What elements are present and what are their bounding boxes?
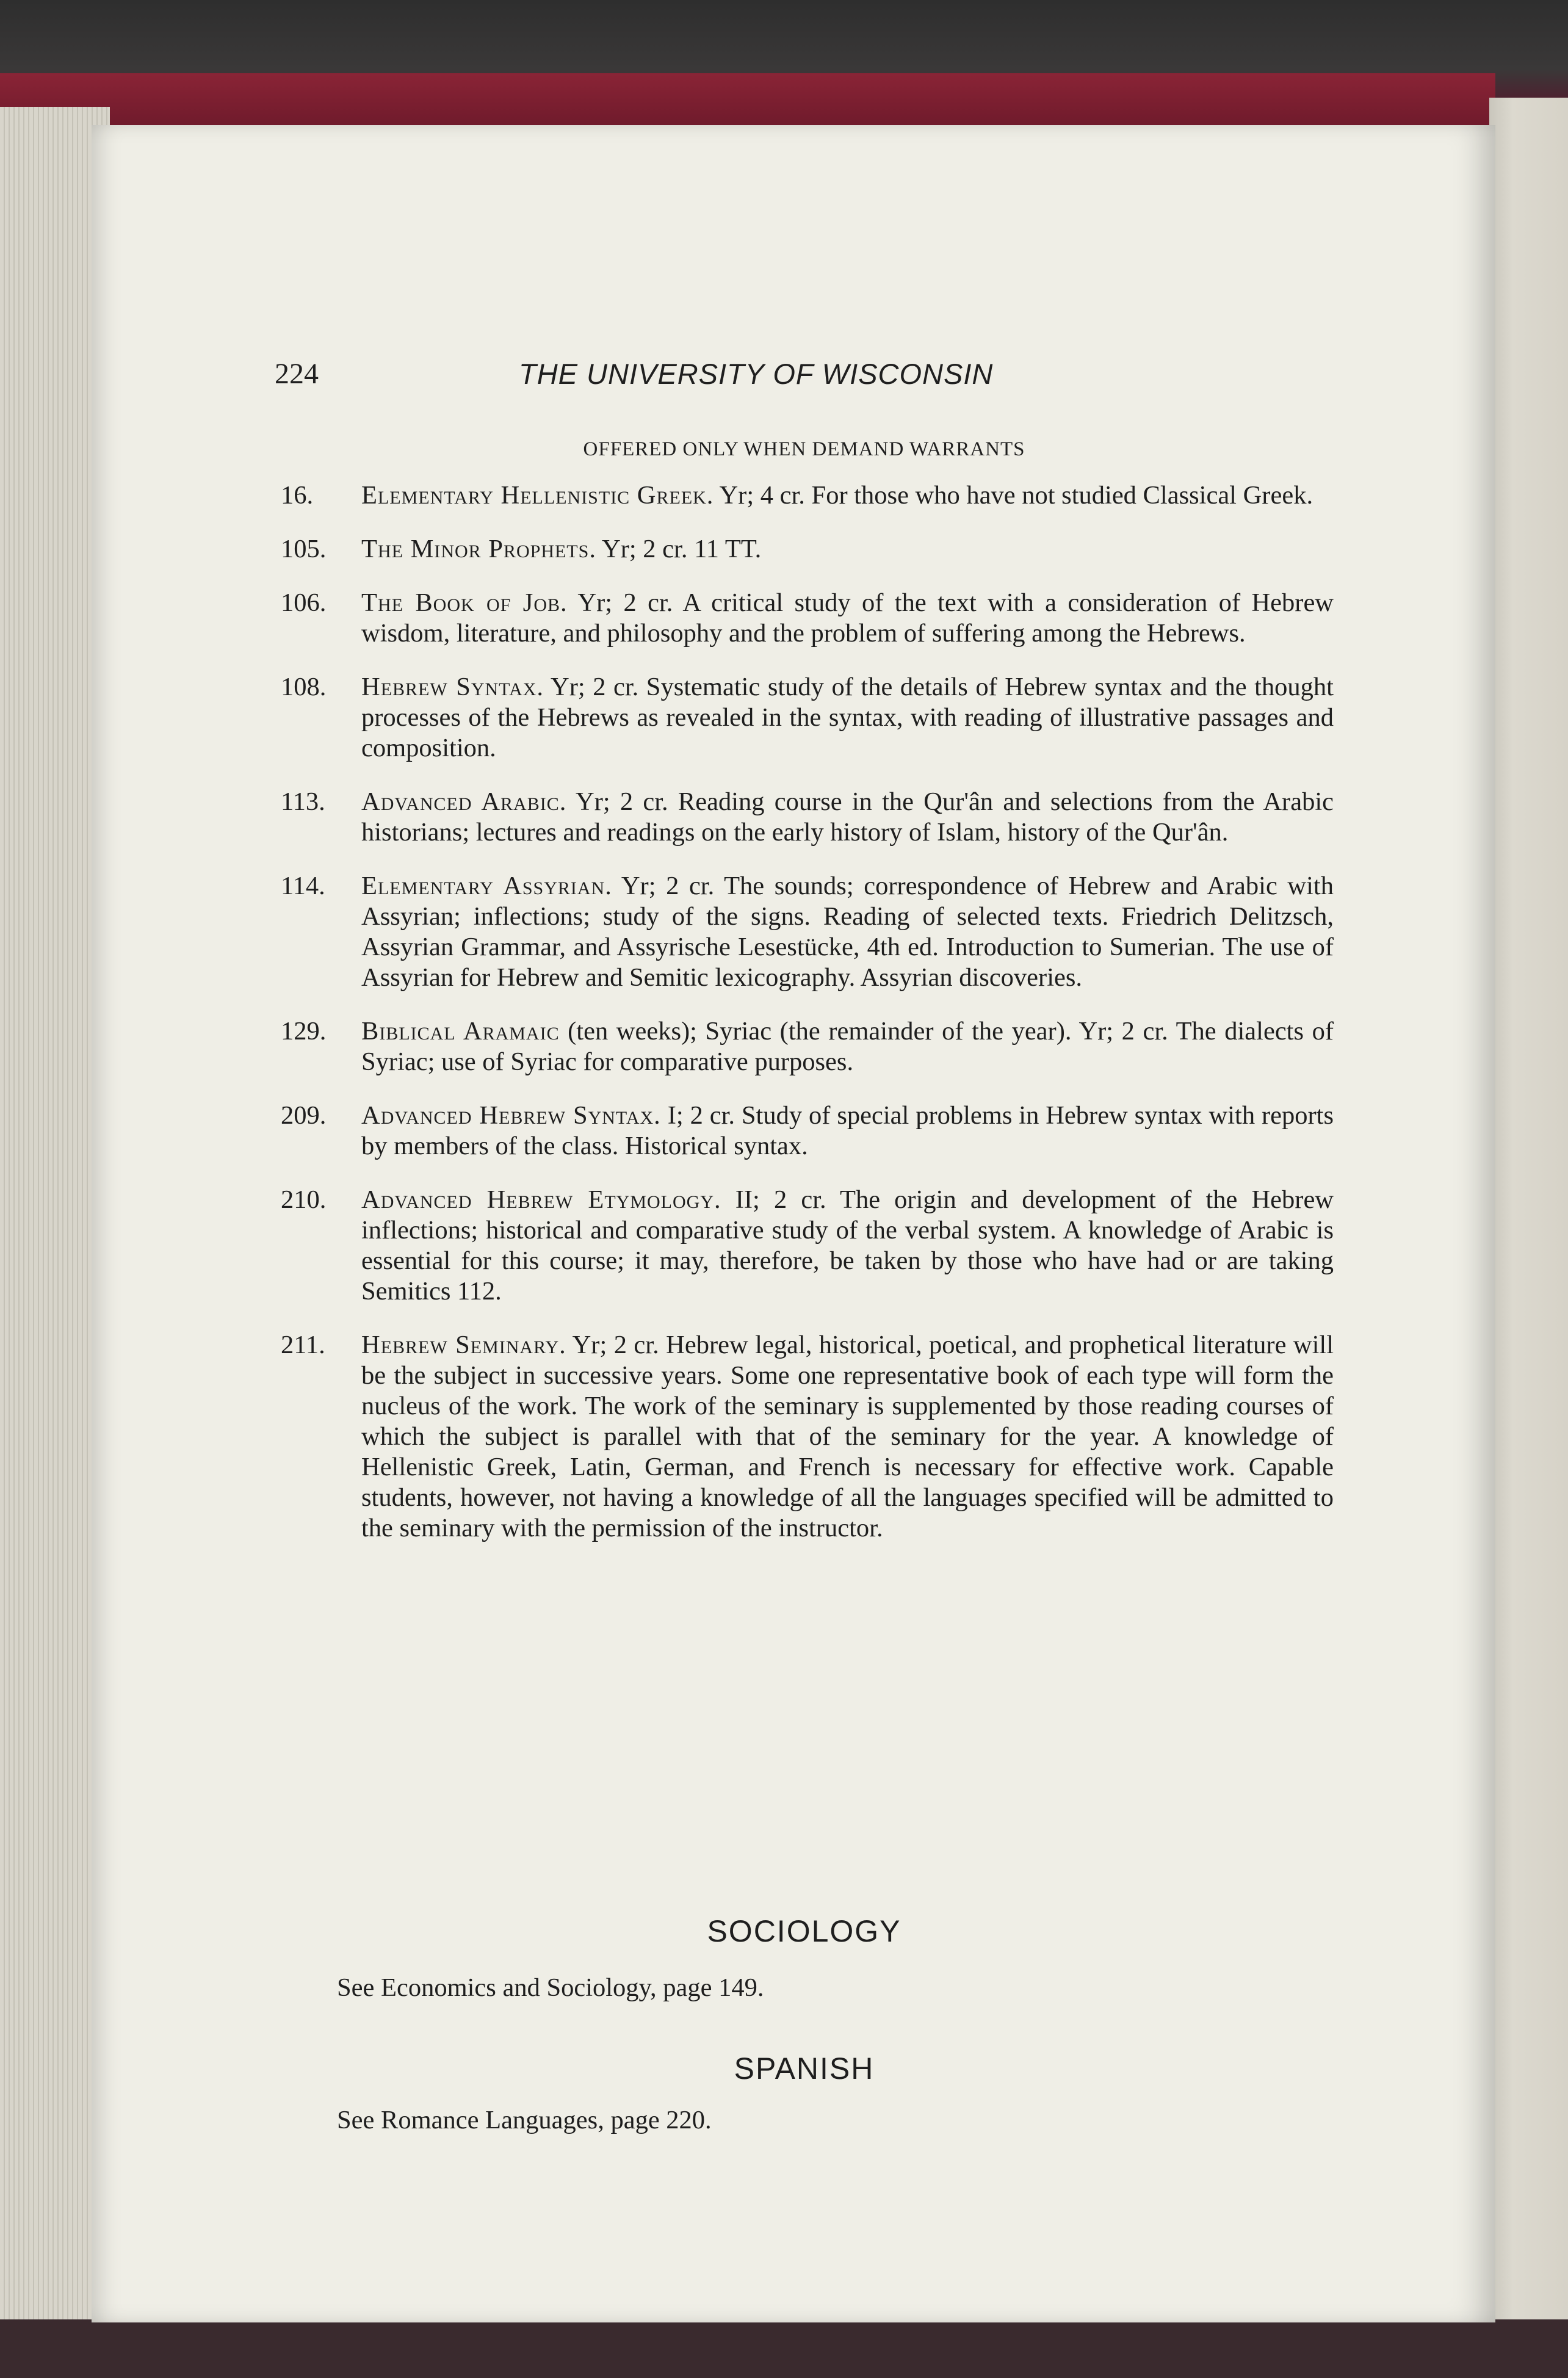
course-entry <box>275 1185 1334 1307</box>
page-header <box>275 357 1334 400</box>
course-number: 129. <box>281 1017 327 1046</box>
course-description: Yr; 2 cr. Reading course in the Qur'ân and selections from the Arabic historians; lectures and readings on the early history of Islam, history of the Qur'ân. <box>361 787 1334 847</box>
course-number: 211. <box>281 1331 325 1359</box>
section-title-sociology: SOCIOLOGY <box>707 1914 901 1948</box>
course-entry <box>275 534 1334 565</box>
cross-reference-spanish: See Romance Languages, page 220. <box>337 2106 712 2134</box>
course-entry <box>275 672 1334 764</box>
course-description: Yr; 2 cr. The sounds; correspondence of Hebrew and Arabic with Assyrian; inflections; study of the signs. Reading of selected texts. Friedrich Delitzsch, Assyrian Grammar, and Assyrische Lesestücke, 4th ed. Introduction to Sumerian. The use of Assyrian for Hebrew and Semitic lexicography. Assyrian discoveries. <box>361 872 1334 992</box>
course-number: 105. <box>281 535 327 563</box>
course-title: Hebrew Seminary. <box>361 1331 566 1359</box>
course-number: 108. <box>281 673 327 701</box>
course-entry <box>275 588 1334 649</box>
facing-page-edge <box>1489 98 1568 2378</box>
course-number: 106. <box>281 588 327 617</box>
course-description: (ten weeks); Syriac (the remainder of the year). Yr; 2 cr. The dialects of Syriac; use of Syriac for comparative purposes. <box>361 1017 1334 1076</box>
course-number: 16. <box>281 481 314 510</box>
course-title: Advanced Hebrew Etymology. <box>361 1185 721 1214</box>
course-title: Elementary Hellenistic Greek. <box>361 481 714 510</box>
course-description: Yr; 2 cr. A critical study of the text with a consideration of Hebrew wisdom, literature, and philosophy and the problem of suffering among the Hebrews. <box>361 588 1334 648</box>
section-title-spanish: SPANISH <box>734 2051 875 2086</box>
course-number: 114. <box>281 872 325 900</box>
course-title: Hebrew Syntax. <box>361 673 544 701</box>
course-number: 113. <box>281 787 325 816</box>
course-description: Yr; 2 cr. 11 TT. <box>596 535 762 563</box>
course-entry <box>275 787 1334 848</box>
course-list <box>275 480 1334 1567</box>
course-number: 210. <box>281 1185 327 1214</box>
running-title: THE UNIVERSITY OF WISCONSIN <box>519 358 994 390</box>
cross-reference-sociology: See Economics and Sociology, page 149. <box>337 1973 764 2002</box>
course-description: Yr; 4 cr. For those who have not studied Classical Greek. <box>714 481 1313 510</box>
course-entry <box>275 871 1334 993</box>
course-title: The Minor Prophets. <box>361 535 596 563</box>
book-cover-edge <box>0 73 1495 128</box>
course-entry <box>275 1330 1334 1544</box>
course-title: Elementary Assyrian. <box>361 872 612 900</box>
section-subheading: OFFERED ONLY WHEN DEMAND WARRANTS <box>583 438 1025 460</box>
course-title: Advanced Hebrew Syntax. <box>361 1101 661 1130</box>
course-title: Advanced Arabic. <box>361 787 567 816</box>
course-description: Yr; 2 cr. Hebrew legal, historical, poetical, and prophetical literature will be the subject in successive years. Some one representative book of each type will form the nucleus of the work. The work of the seminary is supplemented by those reading courses of which the subject is parallel with that of the seminary for the year. A knowledge of Hellenistic Greek, Latin, German, and French is necessary for effective work. Capable students, however, not having a knowledge of all the languages specified will be admitted to the seminary with the permission of the instructor. <box>361 1331 1334 1542</box>
course-title: The Book of Job. <box>361 588 568 617</box>
course-entry <box>275 480 1334 511</box>
course-entry <box>275 1016 1334 1077</box>
course-description: Yr; 2 cr. Systematic study of the details of Hebrew syntax and the thought processes of the Hebrews as revealed in the syntax, with reading of illustrative passages and composition. <box>361 673 1334 762</box>
course-number: 209. <box>281 1101 327 1130</box>
course-entry <box>275 1100 1334 1162</box>
course-title: Biblical Aramaic <box>361 1017 560 1046</box>
course-description: II; 2 cr. The origin and development of the Hebrew inflections; historical and comparative study of the verbal system. A knowledge of Arabic is essential for this course; it may, therefore, be taken by those who have had or are taking Semitics 112. <box>361 1185 1334 1306</box>
book-cover-bottom <box>0 2319 1568 2378</box>
course-description: I; 2 cr. Study of special problems in Hebrew syntax with reports by members of the class. Historical syntax. <box>361 1101 1334 1160</box>
page-number: 224 <box>275 358 319 390</box>
